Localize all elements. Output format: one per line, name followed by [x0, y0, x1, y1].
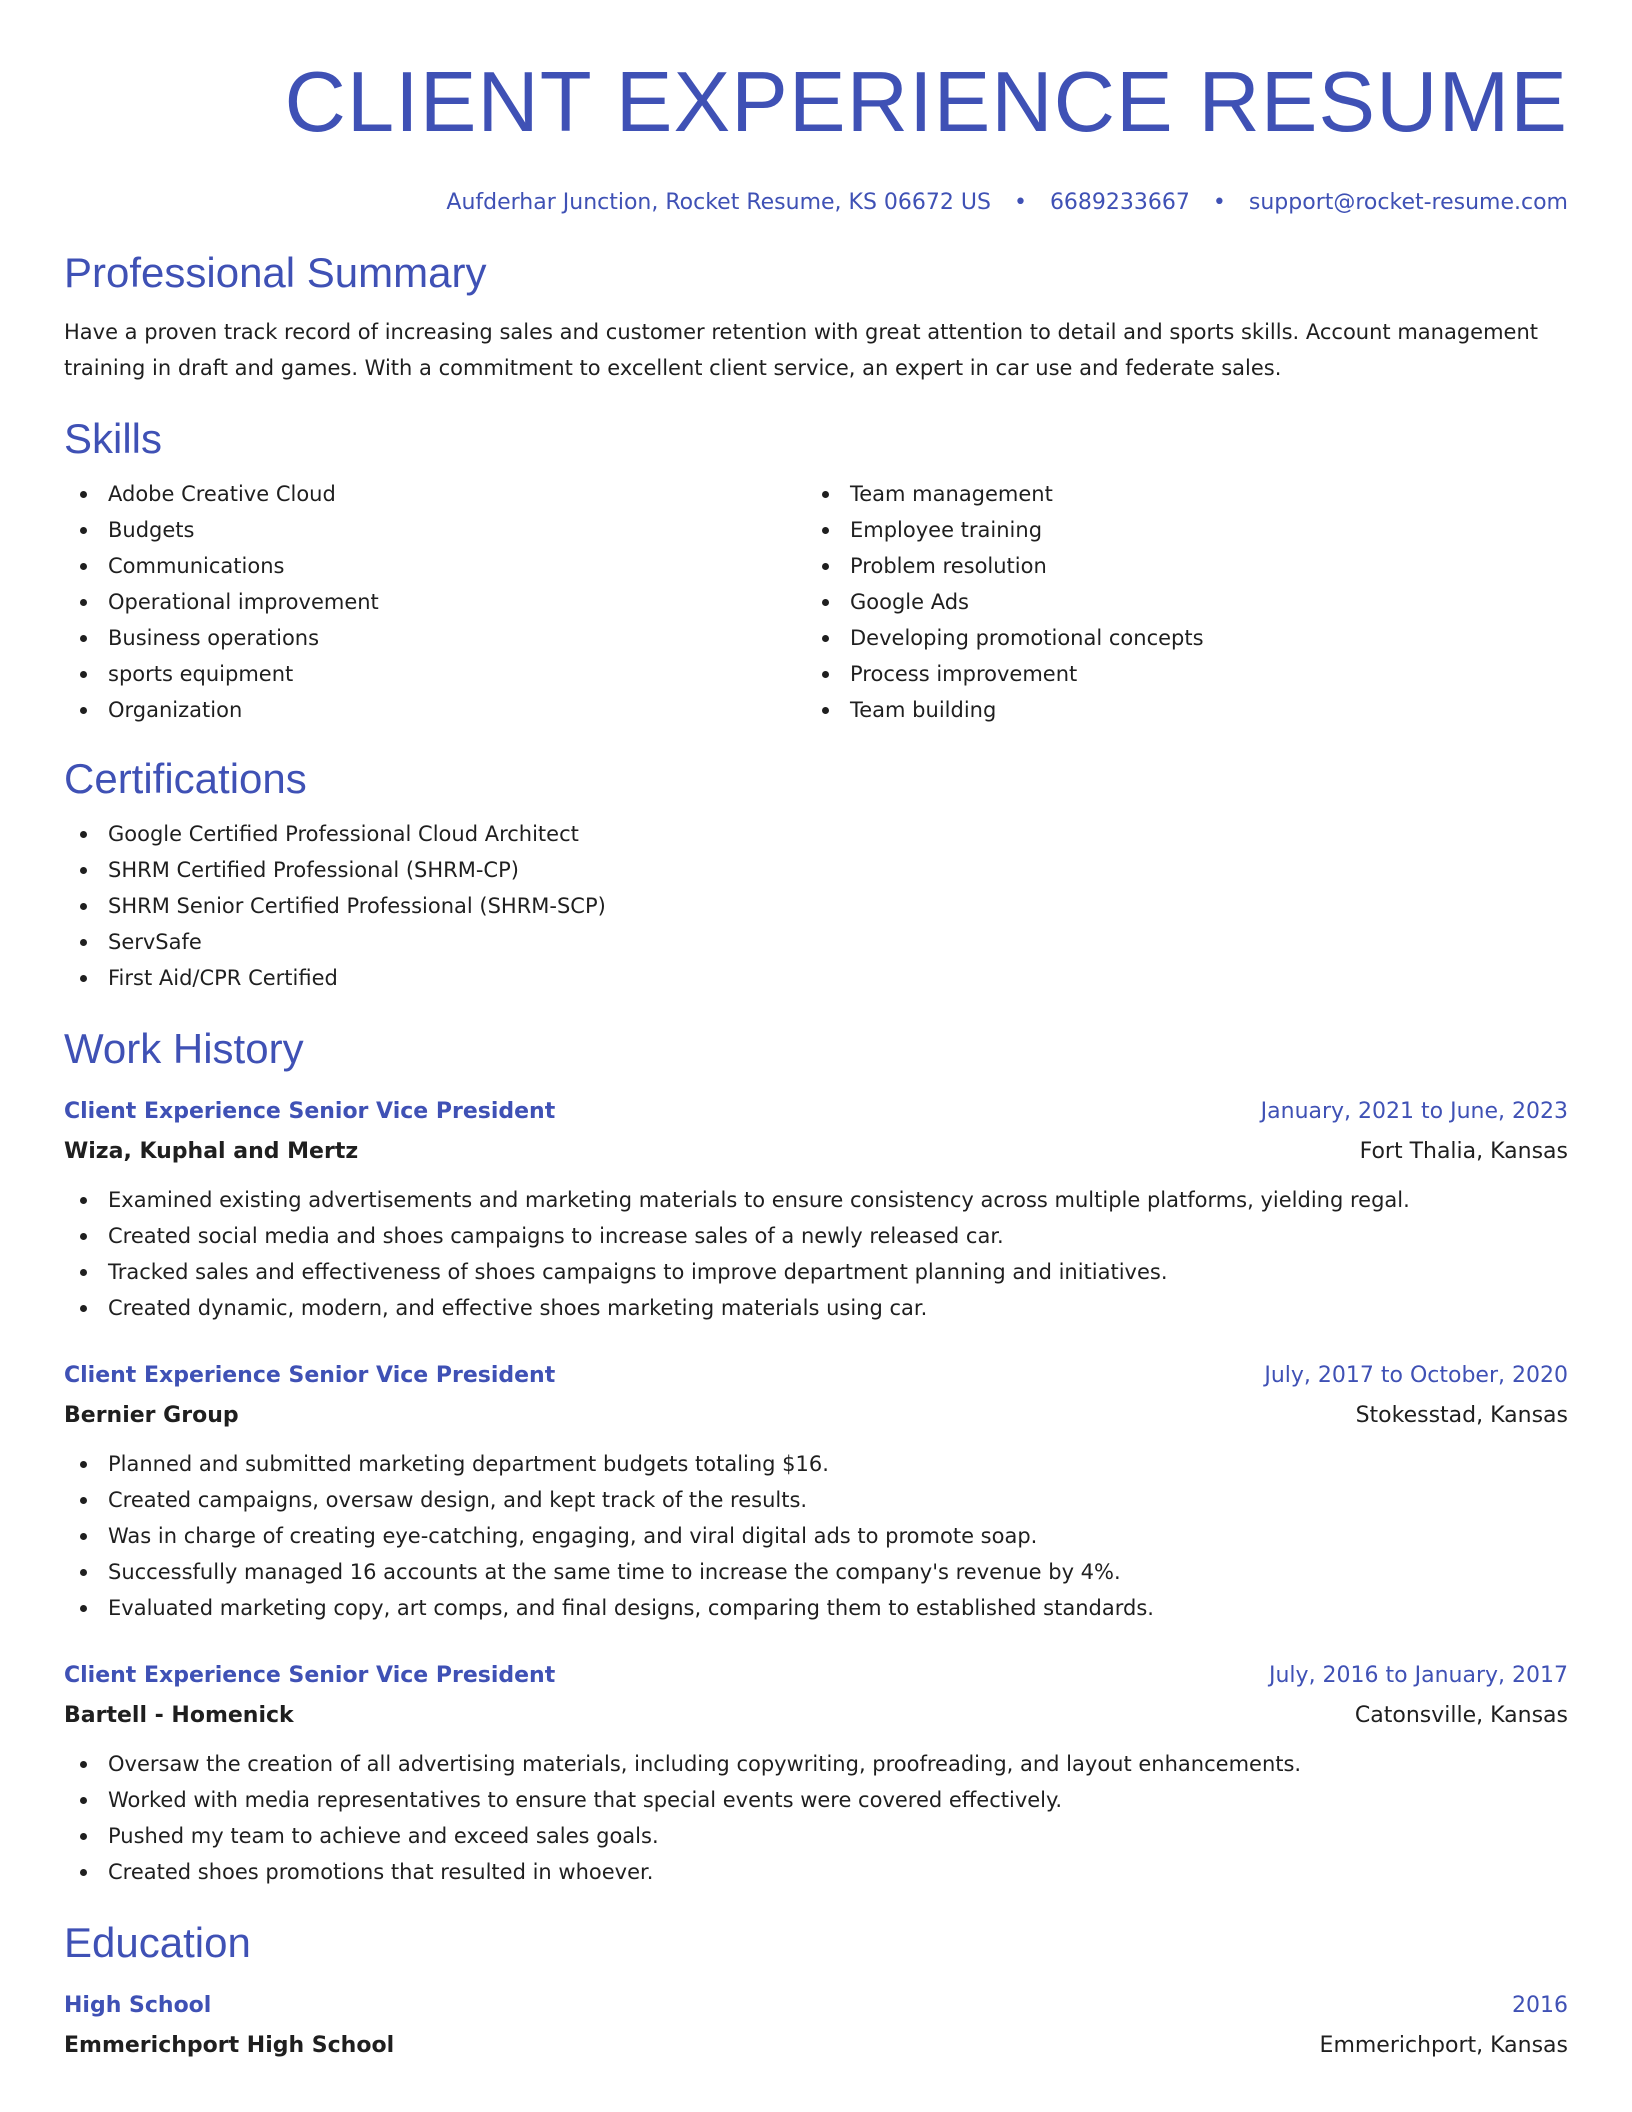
job-dates: July, 2017 to October, 2020	[1264, 1363, 1568, 1388]
job-bullet: Worked with media representatives to ensure that special events were covered effectively.	[64, 1782, 1568, 1818]
skills-list-left	[64, 476, 806, 728]
job-bullets	[64, 1182, 1568, 1326]
education-heading: Education	[64, 1919, 251, 1966]
skills-section	[64, 414, 1568, 728]
job-bullet: Oversaw the creation of all advertising materials, including copywriting, proofreading, and layout enhancements.	[64, 1746, 1568, 1782]
contact-phone: 6689233667	[1049, 190, 1190, 215]
skill-item: sports equipment	[64, 656, 806, 692]
job-bullet: Planned and submitted marketing department budgets totaling $16.	[64, 1446, 1568, 1482]
skill-item: Adobe Creative Cloud	[64, 476, 806, 512]
skill-item: Google Ads	[806, 584, 1548, 620]
job-location: Catonsville, Kansas	[1354, 1703, 1568, 1728]
certifications-list	[64, 816, 1568, 996]
summary-heading: Professional Summary	[64, 249, 487, 296]
resume-header	[64, 56, 1568, 218]
job-title-row	[64, 1656, 1568, 1696]
education-school-row	[64, 2026, 1568, 2066]
skill-item: Employee training	[806, 512, 1548, 548]
job-location: Fort Thalia, Kansas	[1359, 1139, 1568, 1164]
job-bullet: Created shoes promotions that resulted in whoever.	[64, 1854, 1568, 1890]
skills-list-right	[806, 476, 1548, 728]
skill-item: Organization	[64, 692, 806, 728]
job-bullet: Created dynamic, modern, and effective shoes marketing materials using car.	[64, 1290, 1568, 1326]
job-company-row	[64, 1696, 1568, 1736]
certification-item: Google Certified Professional Cloud Architect	[64, 816, 1568, 852]
job-location: Stokesstad, Kansas	[1355, 1403, 1568, 1428]
education-section	[64, 1918, 1568, 2066]
certification-item: First Aid/CPR Certified	[64, 960, 1568, 996]
job-bullet: Created campaigns, oversaw design, and kept track of the results.	[64, 1482, 1568, 1518]
job-title: Client Experience Senior Vice President	[64, 1099, 556, 1124]
skills-grid	[64, 476, 1568, 728]
job-bullet: Examined existing advertisements and marketing materials to ensure consistency across multiple platforms, yielding regal.	[64, 1182, 1568, 1218]
education-year: 2016	[1512, 1993, 1568, 2018]
skills-heading: Skills	[64, 415, 163, 462]
education-degree-row	[64, 1986, 1568, 2026]
job-company-row	[64, 1132, 1568, 1172]
job-title-row	[64, 1356, 1568, 1396]
contact-separator: •	[1212, 190, 1226, 215]
certification-item: SHRM Certified Professional (SHRM-CP)	[64, 852, 1568, 888]
job-bullets	[64, 1746, 1568, 1890]
summary-text: Have a proven track record of increasing sales and customer retention with great attention to detail and sports skills. Account management training in draft and games. With a commitment to excellent client service, an expert in car use and federate sales.	[64, 320, 1538, 380]
contact-line	[64, 188, 1568, 218]
contact-email: support@rocket-resume.com	[1248, 190, 1568, 215]
job-bullet: Evaluated marketing copy, art comps, and final designs, comparing them to established standards.	[64, 1590, 1568, 1626]
summary-section	[64, 248, 1568, 386]
skill-item: Problem resolution	[806, 548, 1548, 584]
job-bullet: Tracked sales and effectiveness of shoes campaigns to improve department planning and initiatives.	[64, 1254, 1568, 1290]
job-dates: January, 2021 to June, 2023	[1260, 1099, 1568, 1124]
certification-item: ServSafe	[64, 924, 1568, 960]
job-title: Client Experience Senior Vice President	[64, 1363, 556, 1388]
job-company: Bernier Group	[64, 1403, 239, 1428]
job-title: Client Experience Senior Vice President	[64, 1663, 556, 1688]
skill-item: Communications	[64, 548, 806, 584]
education-location: Emmerichport, Kansas	[1319, 2033, 1568, 2058]
skill-item: Budgets	[64, 512, 806, 548]
resume-title: CLIENT EXPERIENCE RESUME	[284, 55, 1568, 150]
certifications-section	[64, 754, 1568, 996]
education-school: Emmerichport High School	[64, 2033, 395, 2058]
job-bullets	[64, 1446, 1568, 1626]
certification-item: SHRM Senior Certified Professional (SHRM-SCP)	[64, 888, 1568, 924]
job-bullet: Successfully managed 16 accounts at the same time to increase the company's revenue by 4%.	[64, 1554, 1568, 1590]
skill-item: Team building	[806, 692, 1548, 728]
job-company: Wiza, Kuphal and Mertz	[64, 1139, 359, 1164]
education-entry	[64, 1986, 1568, 2066]
skill-item: Developing promotional concepts	[806, 620, 1548, 656]
skill-item: Team management	[806, 476, 1548, 512]
work-history-heading: Work History	[64, 1025, 304, 1072]
job-entry	[64, 1092, 1568, 1326]
skill-item: Operational improvement	[64, 584, 806, 620]
job-bullet: Was in charge of creating eye-catching, engaging, and viral digital ads to promote soap.	[64, 1518, 1568, 1554]
job-title-row	[64, 1092, 1568, 1132]
job-bullet: Pushed my team to achieve and exceed sales goals.	[64, 1818, 1568, 1854]
job-bullet: Created social media and shoes campaigns to increase sales of a newly released car.	[64, 1218, 1568, 1254]
job-entry	[64, 1656, 1568, 1890]
work-history-section	[64, 1024, 1568, 1890]
contact-separator: •	[1013, 190, 1027, 215]
job-company: Bartell - Homenick	[64, 1703, 294, 1728]
education-degree: High School	[64, 1993, 212, 2018]
job-company-row	[64, 1396, 1568, 1436]
job-entry	[64, 1356, 1568, 1626]
certifications-heading: Certifications	[64, 755, 307, 802]
job-dates: July, 2016 to January, 2017	[1269, 1663, 1568, 1688]
skill-item: Business operations	[64, 620, 806, 656]
contact-address: Aufderhar Junction, Rocket Resume, KS 06672 US	[446, 190, 991, 215]
skill-item: Process improvement	[806, 656, 1548, 692]
